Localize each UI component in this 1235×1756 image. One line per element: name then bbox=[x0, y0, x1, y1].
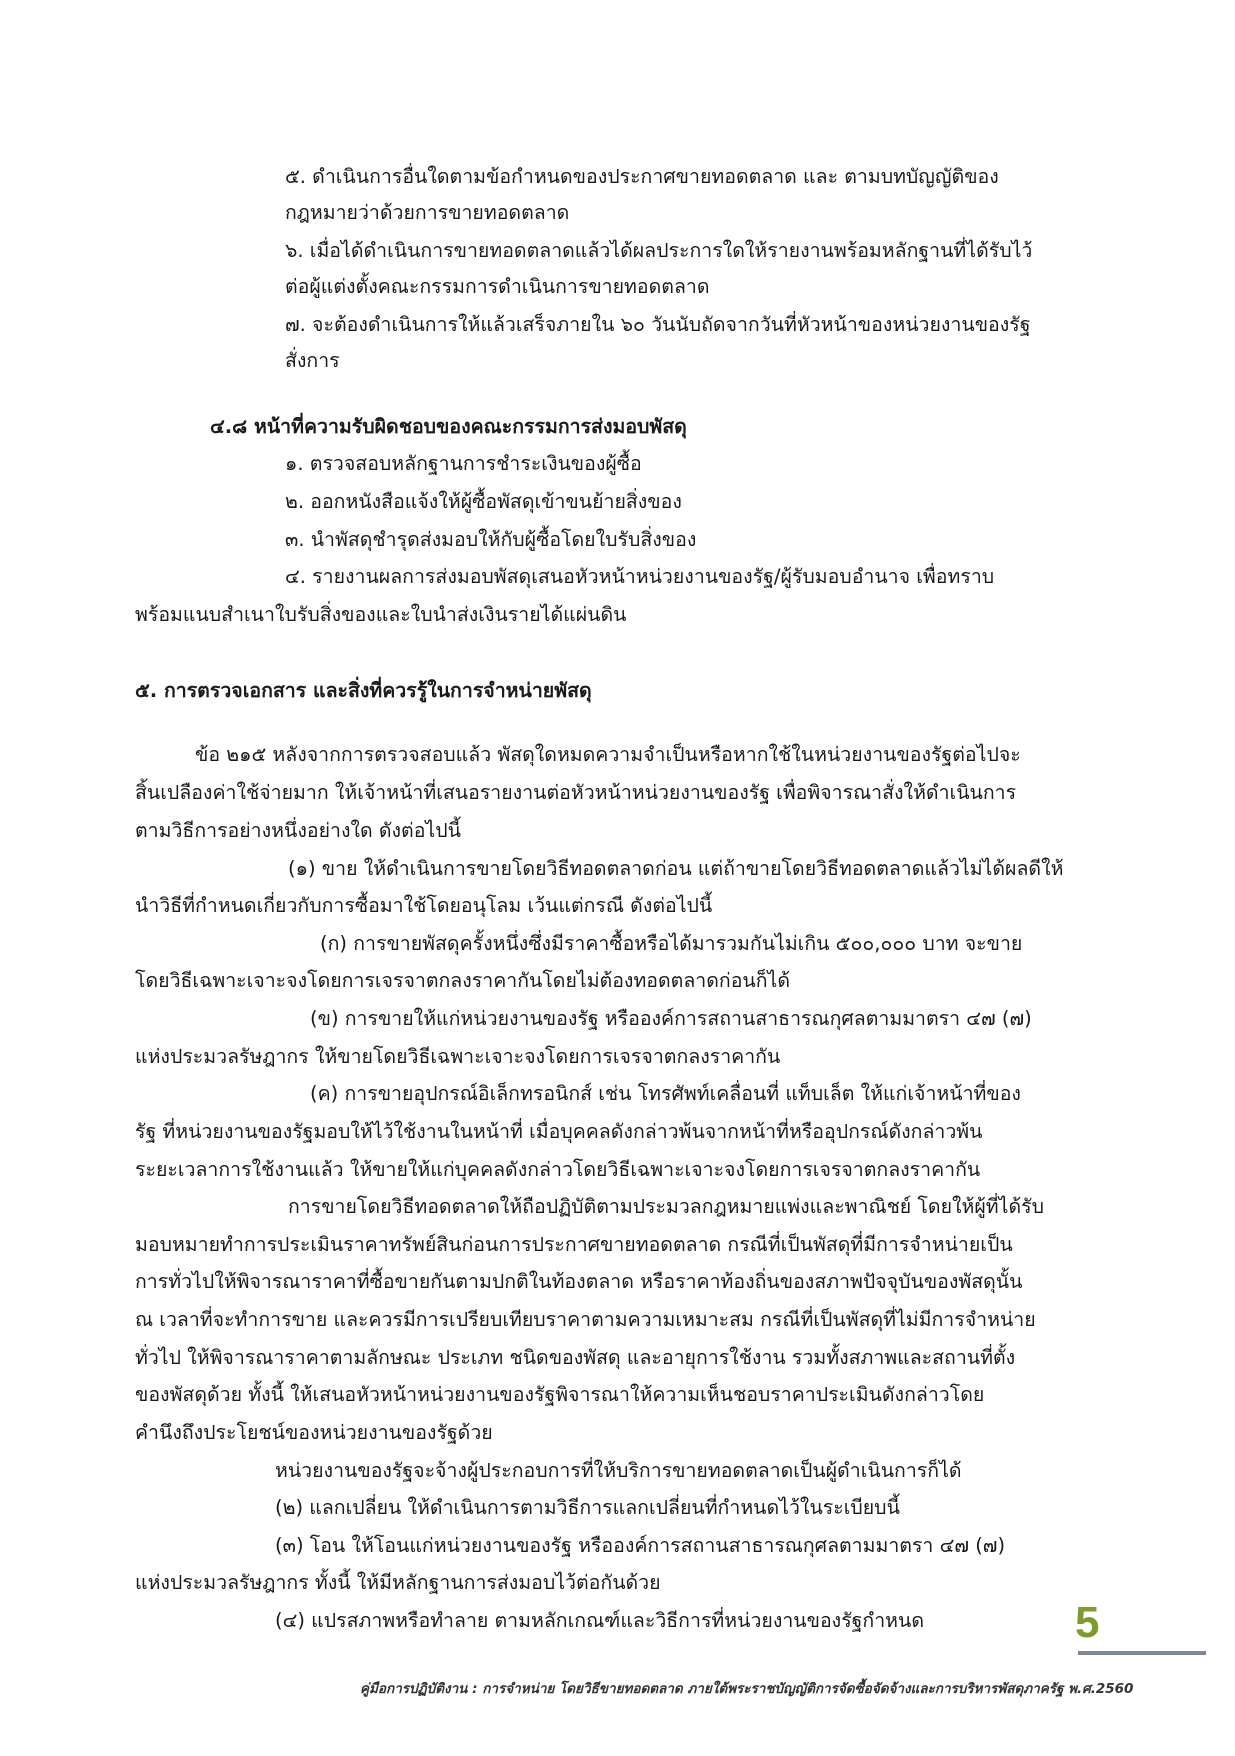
page-number-underline bbox=[1078, 1651, 1206, 1655]
text-line: ข้อ ๒๑๕ หลังจากการตรวจสอบแล้ว พัสดุใดหมดความจำเป็นหรือหากใช้ในหน่วยงานของรัฐต่อไปจะ bbox=[195, 743, 1021, 766]
text-line: ทั่วไป ให้พิจารณาราคาตามลักษณะ ประเภท ชนิดของพัสดุ และอายุการใช้งาน รวมทั้งสภาพและสถานที่ตั้ง bbox=[135, 1346, 1016, 1369]
text-line: ตามวิธีการอย่างหนึ่งอย่างใด ดังต่อไปนี้ bbox=[135, 819, 461, 842]
text-line: นำวิธีที่กำหนดเกี่ยวกับการซื้อมาใช้โดยอนุโลม เว้นแต่กรณี ดังต่อไปนี้ bbox=[135, 894, 713, 917]
text-line: ๖. เมื่อได้ดำเนินการขายทอดตลาดแล้วได้ผลประการใดให้รายงานพร้อมหลักฐานที่ได้รับไว้ bbox=[285, 239, 1033, 262]
text-line: ต่อผู้แต่งตั้งคณะกรรมการดำเนินการขายทอดตลาด bbox=[285, 275, 710, 298]
text-line: การทั่วไปให้พิจารณาราคาที่ซื้อขายกันตามปกติในท้องตลาด หรือราคาท้องถิ่นของสภาพปัจจุบันของพัสดุนั้น bbox=[135, 1270, 1023, 1293]
text-line: ๒. ออกหนังสือแจ้งให้ผู้ซื้อพัสดุเข้าขนย้ายสิ่งของ bbox=[285, 490, 682, 513]
text-line: ระยะเวลาการใช้งานแล้ว ให้ขายให้แก่บุคคลดังกล่าวโดยวิธีเฉพาะเจาะจงโดยการเจรจาตกลงราคากัน bbox=[135, 1158, 981, 1181]
text-line: กฎหมายว่าด้วยการขายทอดตลาด bbox=[285, 201, 570, 224]
text-line: รัฐ ที่หน่วยงานของรัฐมอบให้ไว้ใช้งานในหน้าที่ เมื่อบุคคลดังกล่าวพ้นจากหน้าที่หรืออุปกรณ์ดังกล่าวพ้น bbox=[135, 1120, 983, 1143]
text-line: (๔) แปรสภาพหรือทำลาย ตามหลักเกณฑ์และวิธีการที่หน่วยงานของรัฐกำหนด bbox=[275, 1609, 925, 1632]
text-line: โดยวิธีเฉพาะเจาะจงโดยการเจรจาตกลงราคากันโดยไม่ต้องทอดตลาดก่อนก็ได้ bbox=[135, 969, 791, 992]
text-line: แห่งประมวลรัษฎากร ทั้งนี้ ให้มีหลักฐานการส่งมอบไว้ต่อกันด้วย bbox=[135, 1571, 661, 1594]
text-line: หน่วยงานของรัฐจะจ้างผู้ประกอบการที่ให้บริการขายทอดตลาดเป็นผู้ดำเนินการก็ได้ bbox=[275, 1459, 962, 1482]
text-line: สั่งการ bbox=[285, 349, 340, 372]
text-line: ๗. จะต้องดำเนินการให้แล้วเสร็จภายใน ๖๐ วันนับถัดจากวันที่หัวหน้าของหน่วยงานของรัฐ bbox=[285, 313, 1031, 336]
text-line: คำนึงถึงประโยชน์ของหน่วยงานของรัฐด้วย bbox=[135, 1421, 493, 1444]
text-line: มอบหมายทำการประเมินราคาทรัพย์สินก่อนการประกาศขายทอดตลาด กรณีที่เป็นพัสดุที่มีการจำหน่ายเป็น bbox=[135, 1233, 1013, 1256]
text-line: (๑) ขาย ให้ดำเนินการขายโดยวิธีทอดตลาดก่อน แต่ถ้าขายโดยวิธีทอดตลาดแล้วไม่ได้ผลดีให้ bbox=[288, 857, 1064, 880]
text-line: การขายโดยวิธีทอดตลาดให้ถือปฏิบัติตามประมวลกฎหมายแพ่งและพาณิชย์ โดยให้ผู้ที่ได้รับ bbox=[288, 1195, 1044, 1218]
text-line: (ข) การขายให้แก่หน่วยงานของรัฐ หรือองค์การสถานสาธารณกุศลตามมาตรา ๔๗ (๗) bbox=[310, 1007, 1032, 1030]
text-line: พร้อมแนบสำเนาใบรับสิ่งของและใบนำส่งเงินรายได้แผ่นดิน bbox=[135, 603, 627, 626]
text-line: สิ้นเปลืองค่าใช้จ่ายมาก ให้เจ้าหน้าที่เสนอรายงานต่อหัวหน้าหน่วยงานของรัฐ เพื่อพิจารณาสั่งให้ดำเนินการ bbox=[135, 781, 1017, 804]
text-line: ๓. นำพัสดุชำรุดส่งมอบให้กับผู้ซื้อโดยใบรับสิ่งของ bbox=[285, 528, 697, 551]
text-line: (ค) การขายอุปกรณ์อิเล็กทรอนิกส์ เช่น โทรศัพท์เคลื่อนที่ แท็บเล็ต ให้แก่เจ้าหน้าที่ของ bbox=[310, 1082, 1021, 1105]
footer-text: คู่มือการปฏิบัติงาน : การจำหน่าย โดยวิธีขายทอดตลาด ภายใต้พระราชบัญญัติการจัดซื้อจัดจ้างและการบริหารพัสดุภาครัฐ พ.ศ.2560 bbox=[360, 1681, 1134, 1697]
text-line: ของพัสดุด้วย ทั้งนี้ ให้เสนอหัวหน้าหน่วยงานของรัฐพิจารณาให้ความเห็นชอบราคาประเมินดังกล่าวโดย bbox=[135, 1383, 985, 1406]
text-line: ๔. รายงานผลการส่งมอบพัสดุเสนอหัวหน้าหน่วยงานของรัฐ/ผู้รับมอบอำนาจ เพื่อทราบ bbox=[285, 565, 995, 588]
section-heading: ๔.๘ หน้าที่ความรับผิดชอบของคณะกรรมการส่งมอบพัสดุ bbox=[210, 415, 687, 438]
page-number: 5 bbox=[1075, 1598, 1100, 1647]
text-line: ๑. ตรวจสอบหลักฐานการชำระเงินของผู้ซื้อ bbox=[285, 452, 642, 475]
text-line: แห่งประมวลรัษฎากร ให้ขายโดยวิธีเฉพาะเจาะจงโดยการเจรจาตกลงราคากัน bbox=[135, 1045, 781, 1068]
text-line: (ก) การขายพัสดุครั้งหนึ่งซึ่งมีราคาซื้อหรือได้มารวมกันไม่เกิน ๕๐๐,๐๐๐ บาท จะขาย bbox=[320, 932, 1023, 955]
text-line: ณ เวลาที่จะทำการขาย และควรมีการเปรียบเทียบราคาตามความเหมาะสม กรณีที่เป็นพัสดุที่ไม่มีการจำหน่าย bbox=[135, 1308, 1036, 1331]
section-heading: ๕. การตรวจเอกสาร และสิ่งที่ควรรู้ในการจำหน่ายพัสดุ bbox=[135, 679, 592, 702]
text-line: (๓) โอน ให้โอนแก่หน่วยงานของรัฐ หรือองค์การสถานสาธารณกุศลตามมาตรา ๔๗ (๗) bbox=[275, 1534, 1006, 1557]
text-line: ๕. ดำเนินการอื่นใดตามข้อกำหนดของประกาศขายทอดตลาด และ ตามบทบัญญัติของ bbox=[285, 165, 999, 188]
text-line: (๒) แลกเปลี่ยน ให้ดำเนินการตามวิธีการแลกเปลี่ยนที่กำหนดไว้ในระเบียบนี้ bbox=[275, 1496, 900, 1519]
